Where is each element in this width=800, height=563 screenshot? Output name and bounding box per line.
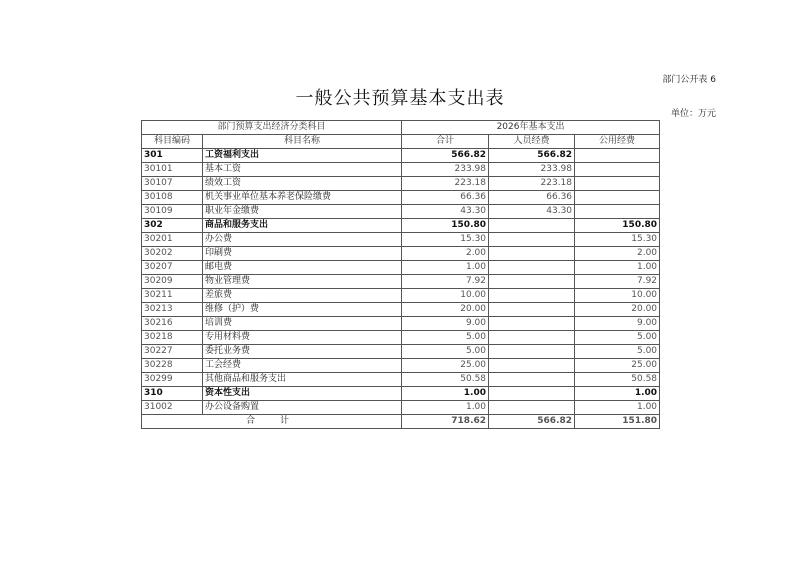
- cell-name: 基本工资: [203, 163, 402, 177]
- cell-name: 工资福利支出: [203, 149, 402, 163]
- cell-code: 30227: [142, 345, 203, 359]
- cell-public: [575, 149, 660, 163]
- cell-total: 66.36: [402, 191, 489, 205]
- cell-name: 培训费: [203, 317, 402, 331]
- cell-total: 5.00: [402, 331, 489, 345]
- table-row: [142, 219, 660, 233]
- cell-public: 25.00: [575, 359, 660, 373]
- cell-public: 150.80: [575, 219, 660, 233]
- cell-total: 1.00: [402, 261, 489, 275]
- total-personnel: 566.82: [489, 415, 575, 429]
- cell-personnel: [489, 275, 575, 289]
- cell-code: 30201: [142, 233, 203, 247]
- cell-personnel: [489, 233, 575, 247]
- cell-total: 20.00: [402, 303, 489, 317]
- form-number: 部门公开表 6: [662, 75, 716, 85]
- cell-total: 7.92: [402, 275, 489, 289]
- col-header-personnel: 人员经费: [489, 135, 575, 149]
- col-header-code: 科目编码: [142, 135, 203, 149]
- cell-code: 30101: [142, 163, 203, 177]
- cell-name: 办公设备购置: [203, 401, 402, 415]
- cell-code: 30107: [142, 177, 203, 191]
- cell-name: 办公费: [203, 233, 402, 247]
- table-row: [142, 205, 660, 219]
- cell-public: [575, 205, 660, 219]
- cell-personnel: [489, 219, 575, 233]
- cell-code: 30209: [142, 275, 203, 289]
- table-row: [142, 373, 660, 387]
- table-row: [142, 275, 660, 289]
- cell-code: 310: [142, 387, 203, 401]
- cell-public: 9.00: [575, 317, 660, 331]
- cell-public: 1.00: [575, 261, 660, 275]
- cell-personnel: [489, 289, 575, 303]
- cell-public: 7.92: [575, 275, 660, 289]
- cell-name: 物业管理费: [203, 275, 402, 289]
- cell-public: 2.00: [575, 247, 660, 261]
- group-header-classification: 部门预算支出经济分类科目: [142, 121, 402, 135]
- cell-total: 25.00: [402, 359, 489, 373]
- page-title: 一般公共预算基本支出表: [295, 88, 505, 109]
- cell-public: 10.00: [575, 289, 660, 303]
- cell-personnel: 223.18: [489, 177, 575, 191]
- cell-personnel: [489, 359, 575, 373]
- table-row: [142, 303, 660, 317]
- cell-code: 30228: [142, 359, 203, 373]
- cell-personnel: 43.30: [489, 205, 575, 219]
- cell-name: 其他商品和服务支出: [203, 373, 402, 387]
- cell-code: 30213: [142, 303, 203, 317]
- cell-personnel: [489, 387, 575, 401]
- table-row: [142, 289, 660, 303]
- cell-personnel: [489, 345, 575, 359]
- table-row: [142, 191, 660, 205]
- unit-label: 单位：万元: [670, 109, 716, 119]
- cell-code: 301: [142, 149, 203, 163]
- total-label: 合 计: [142, 415, 402, 429]
- total-public: 151.80: [575, 415, 660, 429]
- cell-public: 50.58: [575, 373, 660, 387]
- cell-personnel: [489, 247, 575, 261]
- table-row: [142, 345, 660, 359]
- cell-code: 30207: [142, 261, 203, 275]
- cell-name: 邮电费: [203, 261, 402, 275]
- cell-personnel: [489, 303, 575, 317]
- cell-total: 10.00: [402, 289, 489, 303]
- cell-code: 31002: [142, 401, 203, 415]
- cell-personnel: [489, 331, 575, 345]
- cell-public: 20.00: [575, 303, 660, 317]
- table-row: [142, 247, 660, 261]
- table-row: [142, 177, 660, 191]
- cell-name: 委托业务费: [203, 345, 402, 359]
- cell-name: 维修（护）费: [203, 303, 402, 317]
- cell-code: 30299: [142, 373, 203, 387]
- cell-total: 566.82: [402, 149, 489, 163]
- cell-personnel: [489, 317, 575, 331]
- cell-code: 30202: [142, 247, 203, 261]
- cell-name: 工会经费: [203, 359, 402, 373]
- group-header-year-expenditure: 2026年基本支出: [402, 121, 660, 135]
- cell-public: 1.00: [575, 387, 660, 401]
- cell-public: [575, 177, 660, 191]
- cell-public: [575, 163, 660, 177]
- cell-total: 1.00: [402, 387, 489, 401]
- cell-personnel: 233.98: [489, 163, 575, 177]
- header-row-columns: [142, 135, 660, 149]
- col-header-name: 科目名称: [203, 135, 402, 149]
- cell-personnel: [489, 261, 575, 275]
- cell-public: 5.00: [575, 345, 660, 359]
- cell-public: 1.00: [575, 401, 660, 415]
- cell-name: 商品和服务支出: [203, 219, 402, 233]
- cell-personnel: [489, 401, 575, 415]
- cell-code: 30109: [142, 205, 203, 219]
- cell-name: 专用材料费: [203, 331, 402, 345]
- table-row: [142, 387, 660, 401]
- cell-code: 302: [142, 219, 203, 233]
- cell-name: 职业年金缴费: [203, 205, 402, 219]
- cell-code: 30218: [142, 331, 203, 345]
- cell-code: 30108: [142, 191, 203, 205]
- cell-personnel: 566.82: [489, 149, 575, 163]
- budget-table: [141, 120, 660, 429]
- cell-total: 43.30: [402, 205, 489, 219]
- table-row: [142, 163, 660, 177]
- cell-name: 资本性支出: [203, 387, 402, 401]
- cell-total: 1.00: [402, 401, 489, 415]
- cell-public: [575, 191, 660, 205]
- table-row: [142, 317, 660, 331]
- cell-name: 机关事业单位基本养老保险缴费: [203, 191, 402, 205]
- table-row: [142, 233, 660, 247]
- cell-total: 15.30: [402, 233, 489, 247]
- cell-code: 30211: [142, 289, 203, 303]
- table-row: [142, 261, 660, 275]
- cell-public: 5.00: [575, 331, 660, 345]
- cell-personnel: 66.36: [489, 191, 575, 205]
- cell-total: 5.00: [402, 345, 489, 359]
- col-header-total: 合计: [402, 135, 489, 149]
- cell-name: 绩效工资: [203, 177, 402, 191]
- total-amount: 718.62: [402, 415, 489, 429]
- cell-name: 差旅费: [203, 289, 402, 303]
- cell-total: 2.00: [402, 247, 489, 261]
- cell-total: 150.80: [402, 219, 489, 233]
- col-header-public: 公用经费: [575, 135, 660, 149]
- cell-personnel: [489, 373, 575, 387]
- header-row-group: [142, 121, 660, 135]
- cell-total: 233.98: [402, 163, 489, 177]
- cell-total: 9.00: [402, 317, 489, 331]
- cell-total: 50.58: [402, 373, 489, 387]
- cell-code: 30216: [142, 317, 203, 331]
- table-row: [142, 401, 660, 415]
- cell-total: 223.18: [402, 177, 489, 191]
- total-row: [142, 415, 660, 429]
- table-row: [142, 149, 660, 163]
- table-row: [142, 331, 660, 345]
- cell-public: 15.30: [575, 233, 660, 247]
- cell-name: 印刷费: [203, 247, 402, 261]
- table-row: [142, 359, 660, 373]
